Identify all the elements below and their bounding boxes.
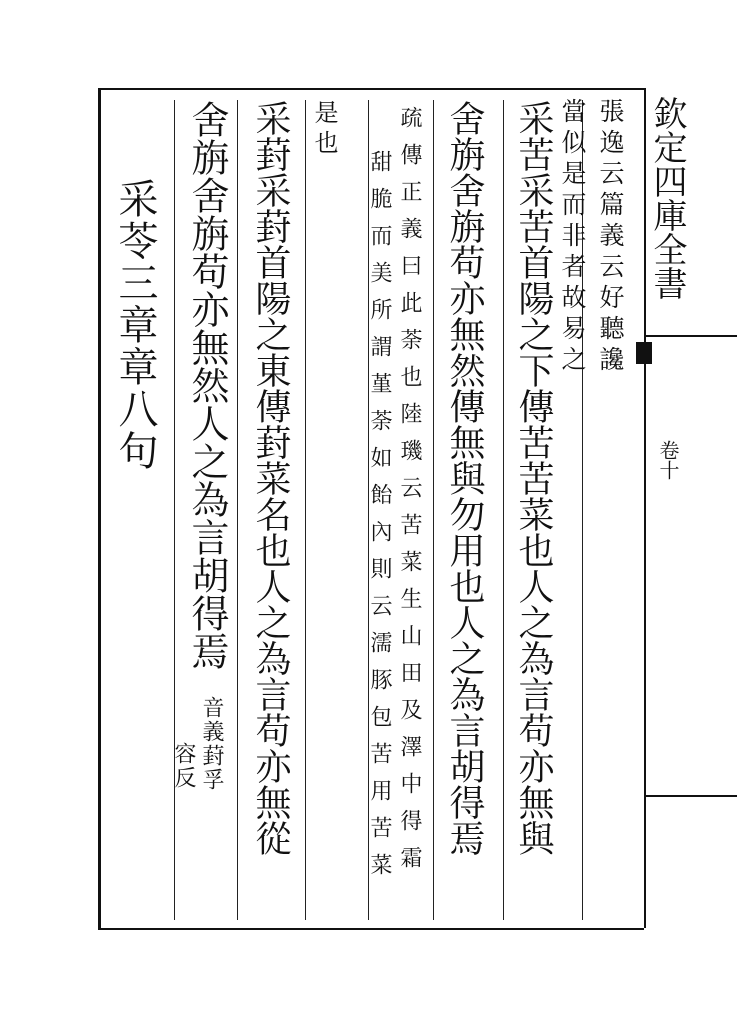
border-bottom	[98, 928, 644, 930]
border-left	[98, 88, 101, 930]
verse-column: 舍旃舍旃苟亦無然傳無與勿用也人之為言胡得焉	[444, 100, 485, 856]
spine-tick	[644, 335, 737, 337]
column-rule	[305, 100, 306, 920]
commentary-column: 張逸云篇義云好聽讒	[596, 98, 625, 377]
chapter-summary: 采苓三章章八句	[112, 178, 158, 472]
spine-title: 欽定四庫全書	[647, 96, 687, 300]
commentary-column: 疏傳正義曰此荼也陸璣云苦菜生山田及澤中得霜	[397, 106, 422, 883]
border-right	[644, 88, 646, 928]
spine-volume: 卷十	[656, 440, 680, 480]
verse-column: 舍旃舍旃苟亦無然人之為言胡得焉	[185, 100, 229, 670]
verse-column: 采葑采葑首陽之東傳葑菜名也人之為言苟亦無從	[250, 100, 291, 856]
border-top	[98, 88, 644, 90]
commentary-column: 是也	[310, 100, 338, 160]
verse-column: 采苦采苦首陽之下傳苦苦菜也人之為言苟亦無與	[513, 100, 554, 856]
column-rule	[503, 100, 504, 920]
commentary-column: 容反	[171, 742, 196, 790]
spine-tick	[644, 795, 737, 797]
commentary-column: 音義葑孚	[199, 696, 224, 792]
commentary-column: 當似是而非者故易之	[558, 98, 587, 377]
fishtail-mark	[636, 342, 652, 364]
column-rule	[433, 100, 434, 920]
commentary-column: 甜脆而美所謂堇荼如飴內則云濡豚包苦用苦菜	[367, 150, 392, 890]
column-rule	[237, 100, 238, 920]
column-rule	[174, 100, 175, 920]
